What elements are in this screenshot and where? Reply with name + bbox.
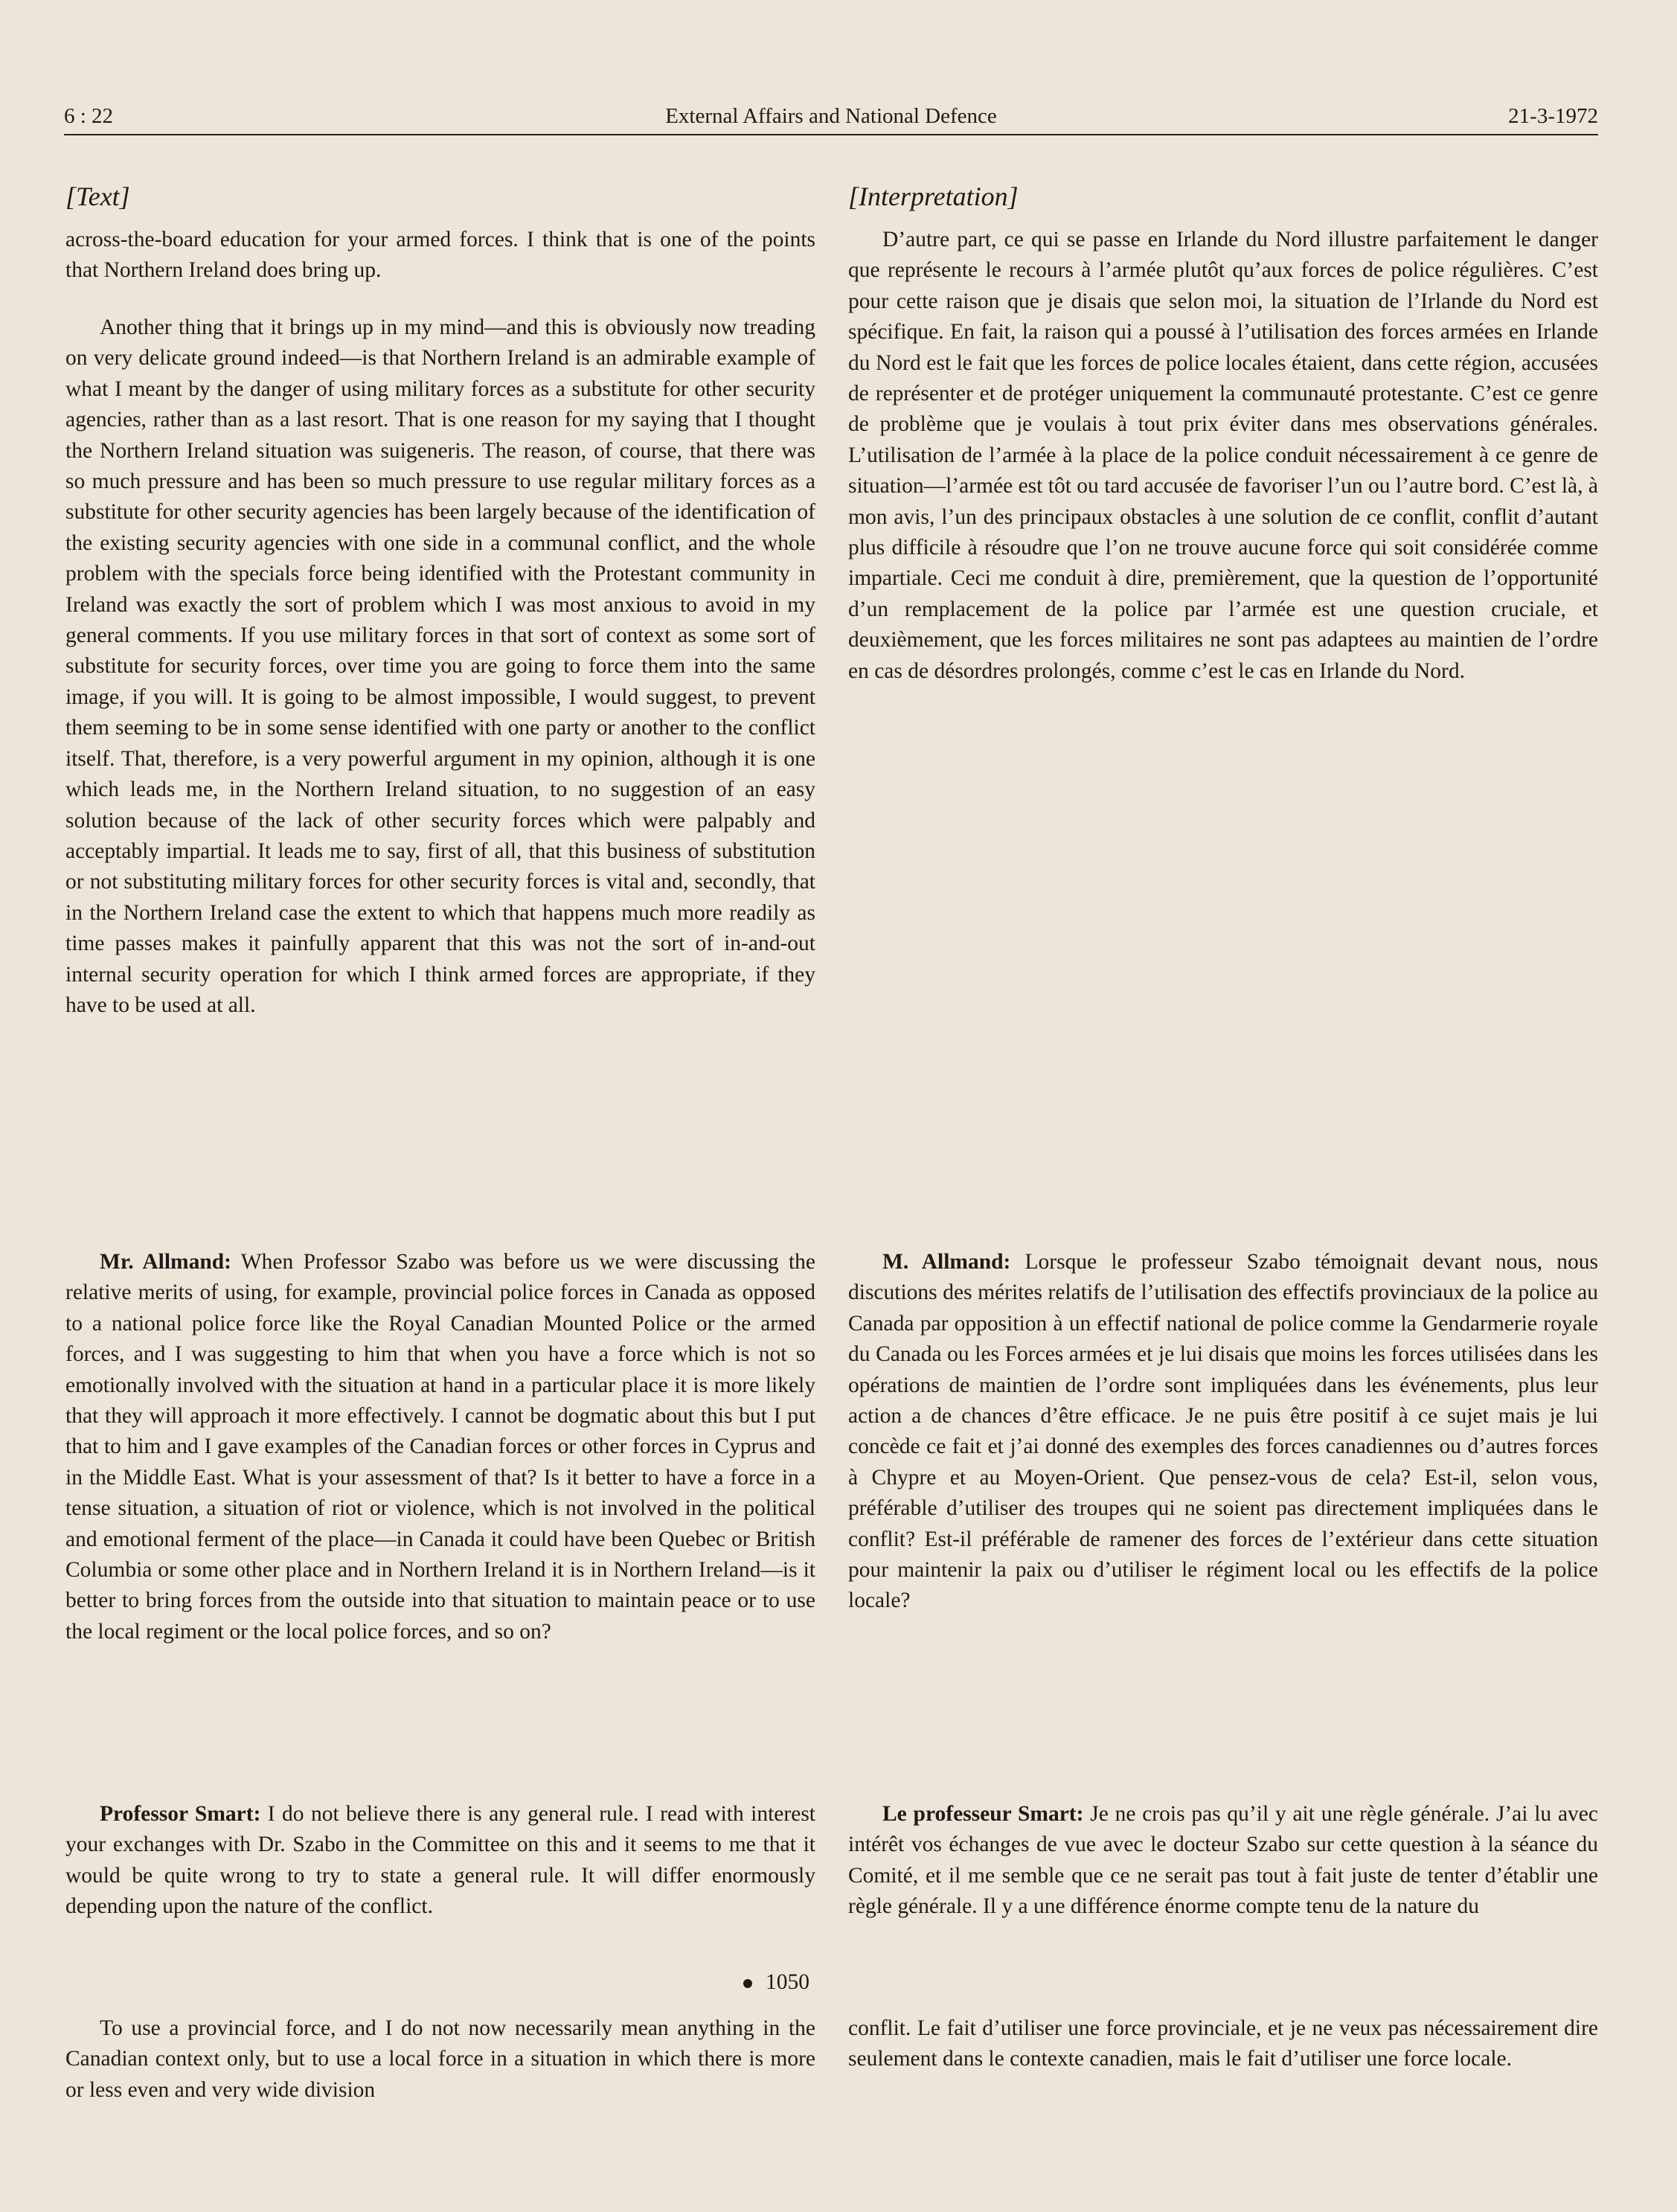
paragraph: across-the-board education for your armed forces. I think that is one of the points that Northern Ireland does bring up. <box>65 228 815 283</box>
speech-text: When Professor Szabo was before us we were discussing the relative merits of using, for example, provincial police forces in Canada as opposed to a national police force like the Royal Canadian Mounted Police or the armed forces, and I was suggesting to him that when you have a force which is not so emotionally involved with the situation at hand in a particular place it is more likely that they will approach it more effectively. I cannot be dogmatic about this but I put that to him and I gave examples of the Canadian forces or other forces in Cyprus and in the Middle East. What is your assessment of that? Is it better to have a force in a tense situation, a situation of riot or violence, which is not involved in the political and emotional ferment of the place—in Canada it could have been Quebec or British Columbia or some other place and in Northern Ireland it is in Northern Ireland—is it better to bring forces from the outside into that situation to maintain peace or to use the local regiment or the local police forces, and so on? <box>65 1250 815 1644</box>
speaker-name: Mr. Allmand: <box>100 1250 231 1274</box>
paragraph <box>848 1799 1598 1923</box>
english-paragraph-5 <box>65 2013 815 2106</box>
paragraph: conflit. Le fait d’utiliser une force provinciale, et je ne veux pas nécessairement dire seulement dans le contexte canadien, mais le fait d’utiliser une force locale. <box>848 2016 1598 2071</box>
french-paragraph-3 <box>848 1799 1598 1923</box>
publication-title: External Affairs and National Defence <box>665 104 997 128</box>
english-paragraph-2 <box>65 312 815 1021</box>
speaker-name: Le professeur Smart: <box>882 1802 1084 1826</box>
interpretation-label: [Interpretation] <box>848 182 1019 211</box>
speaker-name: M. Allmand: <box>882 1250 1011 1274</box>
paragraph: Another thing that it brings up in my mind—and this is obviously now treading on very delicate ground indeed—is that Northern Ireland is an admirable example of what I meant by the danger of using military forces as a substitute for other security agencies, rather than as a last resort. That is one reason for my saying that I thought the Northern Ireland situation was suigeneris. The reason, of course, that there was so much pressure and has been so much pressure to use regular military forces as a substitute for other security agencies has been largely because of the identification of the existing security agencies with one side in a communal conflict, and the whole problem with the specials force being identified with the Protestant community in Ireland was exactly the sort of problem which I was most anxious to avoid in my general comments. If you use military forces in that sort of context as some sort of substitute for security forces, over time you are going to force them into the same image, if you will. It is going to be almost impossible, I would suggest, to prevent them seeming to be in some sense identified with one party or another to the conflict itself. That, therefore, is a very powerful argument in my opinion, although it is one which leads me, in the Northern Ireland situation, to no suggestion of an easy solution because of the lack of other security forces which were palpably and acceptably impartial. It leads me to say, first of all, that this business of substitution or not substituting military forces for other security forces is vital and, secondly, that in the Northern Ireland case the extent to which that happens much more readily as time passes makes it painfully apparent that this was not the sort of in-and-out internal security operation for which I think armed forces are appropriate, if they have to be used at all. <box>65 315 815 1017</box>
time-marker-block <box>65 1967 815 1997</box>
french-paragraph-2 <box>848 1247 1598 1617</box>
speech-text: I do not believe there is any general rule. I read with interest your exchanges with Dr. Szabo in the Committee on this and it seems to me that it would be quite wrong to try to state a general rule. It will differ enormously depending upon the nature of the conflict. <box>65 1802 815 1919</box>
time-marker-text: 1050 <box>766 1970 809 1994</box>
french-paragraph-1 <box>848 225 1598 687</box>
paragraph <box>65 1247 815 1647</box>
english-paragraph-4 <box>65 1799 815 1923</box>
french-paragraph-4 <box>848 2013 1598 2075</box>
speech-text: Je ne crois pas qu’il y ait une règle générale. J’ai lu avec intérêt vos échanges de vue avec le docteur Szabo sur cette question à la séance du Comité, et il me semble que ce ne serait pas tout à fait juste de tenter d’établir une règle générale. Il y a une différence énorme compte tenu de la nature du <box>848 1802 1598 1919</box>
page-header <box>64 101 1598 135</box>
speech-text: Lorsque le professeur Szabo témoignait devant nous, nous discutions des mérites relatifs de l’utilisation des effectifs provinciaux de la police au Canada par opposition à un effectif national de police comme la Gendarmerie royale du Canada ou les Forces armées et je lui disais que moins les forces utilisées dans les opérations de maintien de l’ordre sont impliquées dans les événements, plus leur action a de chances d’être efficace. Je ne puis être positif à ce sujet mais je lui concède ce fait et j’ai donné des exemples des forces canadiennes ou d’autres forces à Chypre et au Moyen-Orient. Que pensez-vous de cela? Est-il, selon vous, préférable d’utiliser des troupes qui ne soient pas directement impliquées dans le conflit? Est-il préférable de ramener des forces de l’extérieur dans cette situation pour maintenir la paix ou d’utiliser le régiment local ou les effectifs de la police locale? <box>848 1250 1599 1613</box>
paragraph: D’autre part, ce qui se passe en Irlande du Nord illustre parfaitement le danger que représente le recours à l’armée plutôt qu’aux forces de police régulières. C’est pour cette raison que je disais que selon moi, la situation de l’Irlande du Nord est spécifique. En fait, la raison qui a poussé à l’utilisation des forces armées en Irlande du Nord est le fait que les forces de police locales étaient, dans cette région, accusées de représenter et de protéger uniquement la communauté protestante. C’est ce genre de problème que je voulais à tout prix éviter dans mes observations générales. L’utilisation de l’armée à la place de la police conduit nécessairement à ce genre de situation—l’armée est tôt ou tard accusée de favoriser l’un ou l’autre bord. C’est là, à mon avis, l’un des principaux obstacles à une solution de ce conflit, conflit d’autant plus difficile à résoudre que l’on ne trouve aucune force qui soit considérée comme impartiale. Ceci me conduit à dire, premièrement, que la question de l’opportunité d’un remplacement de la police par l’armée est une question cruciale, et deuxièmement, que les forces militaires ne sont pas adaptees au maintien de l’ordre en cas de désordres prolongés, comme c’est le cas en Irlande du Nord. <box>848 228 1598 683</box>
english-label-block <box>65 180 815 213</box>
header-date: 21-3-1972 <box>1508 104 1598 128</box>
bullet-icon <box>743 1979 752 1988</box>
english-paragraph-3 <box>65 1247 815 1647</box>
paragraph <box>65 1799 815 1923</box>
text-label: [Text] <box>65 182 130 211</box>
french-label-block <box>848 180 1598 213</box>
english-paragraph-1 <box>65 225 815 286</box>
paragraph: To use a provincial force, and I do not now necessarily mean anything in the Canadian context only, but to use a local force in a situation in which there is more or less even and very wide division <box>65 2016 815 2102</box>
page-number: 6 : 22 <box>64 104 114 128</box>
speaker-name: Professor Smart: <box>100 1802 261 1826</box>
time-marker <box>65 1967 815 1997</box>
paragraph <box>848 1247 1598 1617</box>
